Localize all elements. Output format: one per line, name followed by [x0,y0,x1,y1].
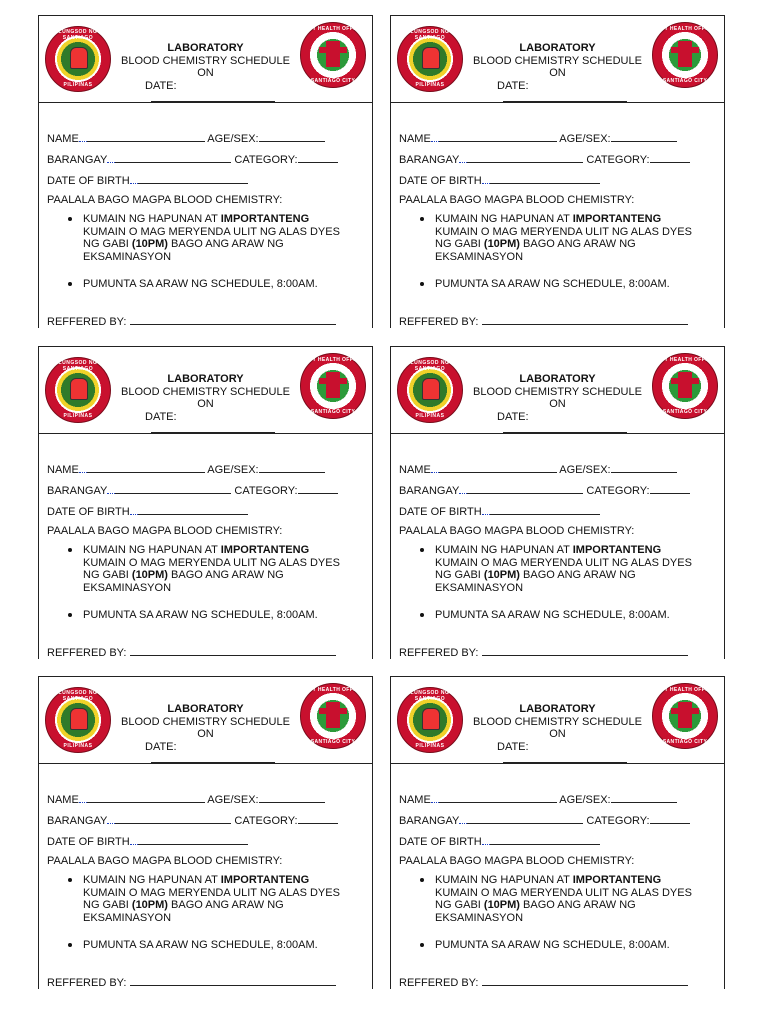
seal-right-top-text: CITY HEALTH OFFICE [303,26,363,32]
referred-field[interactable] [482,315,688,325]
medical-cross-icon [326,702,340,728]
reminder-heading: PAALALA BAGO MAGPA BLOOD CHEMISTRY: [399,525,635,537]
date-row [463,80,652,106]
dob-marker [130,173,138,184]
seal-left-top-text: LUNGSOD NG SANTIAGO [58,690,98,702]
bullet1-text-b: IMPORTANTENG [572,874,662,886]
barangay-field[interactable] [467,814,583,824]
seal-emblem-icon [70,378,88,400]
reminder-heading: PAALALA BAGO MAGPA BLOOD CHEMISTRY: [47,194,283,206]
form-card [390,676,725,989]
bullet1-text-b: IMPORTANTENG [220,874,310,886]
referred-label: REFFERED BY: [47,647,127,659]
barangay-marker [459,152,467,163]
bullet1-text-d: (10PM) [483,569,520,581]
seal-emblem-icon [70,47,88,69]
name-field[interactable] [439,463,557,473]
health-office-seal-logo [652,22,718,88]
form-title: LABORATORY [519,42,596,54]
form-header [391,347,724,434]
name-marker [79,462,87,473]
medical-cross-icon [326,372,340,398]
bullet1-text-a: KUMAIN NG HAPUNAN AT [83,544,221,556]
health-office-seal-logo [300,353,366,419]
dob-row [47,504,248,518]
referred-label: REFFERED BY: [399,316,479,328]
form-subtitle: BLOOD CHEMISTRY SCHEDULE [121,54,290,67]
form-title: LABORATORY [519,373,596,385]
reminder-list [417,213,697,291]
seal-right-bottom-text: SANTIAGO CITY [310,409,356,415]
bullet1-text-a: KUMAIN NG HAPUNAN AT [83,213,221,225]
barangay-marker [459,483,467,494]
name-label: NAME [399,794,431,806]
barangay-row [399,152,690,166]
category-label: CATEGORY: [234,154,298,166]
referred-row [399,315,688,328]
bullet1-text-e: BAGO ANG ARAW NG EKSAMINASYON [83,899,284,924]
date-field[interactable] [503,753,627,763]
age-sex-label: AGE/SEX: [207,464,259,476]
referred-row [399,646,688,659]
age-sex-field[interactable] [259,793,325,803]
reminder-list [65,213,345,291]
age-sex-label: AGE/SEX: [559,794,611,806]
medical-cross-icon [678,372,692,398]
barangay-row [399,483,690,497]
dob-row [399,504,600,518]
dob-row [47,173,248,187]
seal-right-top-text: CITY HEALTH OFFICE [303,357,363,363]
barangay-marker [107,813,115,824]
dob-marker [482,173,490,184]
seal-right-top-text: CITY HEALTH OFFICE [655,357,715,363]
city-seal-logo [45,26,111,92]
reminder-item-schedule [417,939,697,952]
form-subtitle: BLOOD CHEMISTRY SCHEDULE [121,385,290,398]
reminder-item-schedule [417,609,697,622]
seal-left-top-text: LUNGSOD NG SANTIAGO [410,360,450,372]
age-sex-field[interactable] [611,793,677,803]
form-header [39,677,372,764]
bullet1-text-d: (10PM) [131,899,168,911]
referred-field[interactable] [130,646,336,656]
form-title: LABORATORY [167,703,244,715]
age-sex-label: AGE/SEX: [207,794,259,806]
health-office-seal-logo [652,353,718,419]
reminder-list [417,544,697,622]
name-row [47,131,325,145]
barangay-field[interactable] [115,814,231,824]
bullet1-text-e: BAGO ANG ARAW NG EKSAMINASYON [435,569,636,594]
category-field[interactable] [650,484,690,494]
dob-marker [482,834,490,845]
name-row [399,792,677,806]
name-marker [431,792,439,803]
date-label: DATE: [145,740,177,753]
form-subtitle: BLOOD CHEMISTRY SCHEDULE [121,715,290,728]
dob-field[interactable] [138,174,248,184]
name-label: NAME [47,464,79,476]
on-label: ON [549,728,566,740]
name-label: NAME [399,133,431,145]
seal-emblem-icon [422,708,440,730]
bullet2-text: PUMUNTA SA ARAW NG SCHEDULE, 8:00AM. [83,939,318,951]
form-title: LABORATORY [519,703,596,715]
name-label: NAME [47,133,79,145]
bullet1-text-c: KUMAIN O MAG MERYENDA ULIT NG ALAS DYES NG GABI [435,556,692,581]
category-label: CATEGORY: [586,154,650,166]
seal-right-bottom-text: SANTIAGO CITY [662,78,708,84]
barangay-marker [107,152,115,163]
dob-label: DATE OF BIRTH [399,506,482,518]
dob-label: DATE OF BIRTH [399,836,482,848]
category-field[interactable] [298,484,338,494]
bullet1-text-a: KUMAIN NG HAPUNAN AT [435,544,573,556]
reminder-item-schedule [65,278,345,291]
bullet1-text-c: KUMAIN O MAG MERYENDA ULIT NG ALAS DYES NG GABI [435,225,692,250]
seal-emblem-icon [422,47,440,69]
bullet1-text-e: BAGO ANG ARAW NG EKSAMINASYON [435,238,636,263]
date-label: DATE: [497,740,529,753]
seal-emblem-icon [70,708,88,730]
barangay-row [47,813,338,827]
name-row [47,792,325,806]
city-seal-logo [397,687,463,753]
form-subtitle: BLOOD CHEMISTRY SCHEDULE [473,54,642,67]
date-row [463,411,652,437]
form-card [38,346,373,659]
referred-label: REFFERED BY: [399,977,479,989]
title-block [111,42,300,106]
name-marker [431,462,439,473]
name-field[interactable] [439,132,557,142]
referred-label: REFFERED BY: [47,977,127,989]
dob-label: DATE OF BIRTH [399,175,482,187]
seal-left-top-text: LUNGSOD NG SANTIAGO [410,29,450,41]
seal-left-bottom-text: PILIPINAS [63,413,93,419]
bullet1-text-c: KUMAIN O MAG MERYENDA ULIT NG ALAS DYES NG GABI [83,886,340,911]
bullet2-text: PUMUNTA SA ARAW NG SCHEDULE, 8:00AM. [83,278,318,290]
form-subtitle: BLOOD CHEMISTRY SCHEDULE [473,385,642,398]
dob-marker [130,504,138,515]
barangay-label: BARANGAY [399,154,460,166]
on-label: ON [197,398,214,410]
bullet1-text-b: IMPORTANTENG [572,544,662,556]
barangay-row [47,483,338,497]
date-row [111,741,300,767]
dob-row [399,173,600,187]
dob-field[interactable] [490,835,600,845]
dob-label: DATE OF BIRTH [47,836,130,848]
category-label: CATEGORY: [234,485,298,497]
reminder-item-meal [65,874,345,924]
name-field[interactable] [87,793,205,803]
date-field[interactable] [151,753,275,763]
barangay-row [47,152,338,166]
reminder-item-schedule [65,609,345,622]
category-label: CATEGORY: [586,815,650,827]
seal-right-top-text: CITY HEALTH OFFICE [655,26,715,32]
reminder-heading: PAALALA BAGO MAGPA BLOOD CHEMISTRY: [47,855,283,867]
bullet1-text-e: BAGO ANG ARAW NG EKSAMINASYON [435,899,636,924]
name-marker [79,792,87,803]
title-block [463,373,652,437]
referred-field[interactable] [482,976,688,986]
reminder-item-schedule [65,939,345,952]
barangay-label: BARANGAY [47,485,108,497]
form-card [38,676,373,989]
referred-label: REFFERED BY: [399,647,479,659]
bullet2-text: PUMUNTA SA ARAW NG SCHEDULE, 8:00AM. [435,609,670,621]
seal-left-top-text: LUNGSOD NG SANTIAGO [410,690,450,702]
barangay-row [399,813,690,827]
dob-marker [130,834,138,845]
form-header [391,16,724,103]
referred-field[interactable] [482,646,688,656]
bullet2-text: PUMUNTA SA ARAW NG SCHEDULE, 8:00AM. [83,609,318,621]
category-field[interactable] [650,153,690,163]
barangay-label: BARANGAY [399,815,460,827]
name-label: NAME [399,464,431,476]
title-block [111,373,300,437]
title-block [463,703,652,767]
name-row [399,462,677,476]
form-card [390,346,725,659]
reminder-item-meal [417,213,697,263]
seal-left-bottom-text: PILIPINAS [415,82,445,88]
barangay-label: BARANGAY [399,485,460,497]
reminder-list [65,544,345,622]
name-row [47,462,325,476]
city-seal-logo [45,357,111,423]
name-row [399,131,677,145]
referred-field[interactable] [130,315,336,325]
reminder-list [65,874,345,952]
bullet1-text-b: IMPORTANTENG [572,213,662,225]
on-label: ON [197,67,214,79]
on-label: ON [197,728,214,740]
city-seal-logo [45,687,111,753]
bullet1-text-a: KUMAIN NG HAPUNAN AT [83,874,221,886]
age-sex-field[interactable] [259,132,325,142]
bullet1-text-b: IMPORTANTENG [220,213,310,225]
health-office-seal-logo [652,683,718,749]
city-seal-logo [397,357,463,423]
seal-left-top-text: LUNGSOD NG SANTIAGO [58,360,98,372]
bullet1-text-a: KUMAIN NG HAPUNAN AT [435,874,573,886]
reminder-item-meal [417,874,697,924]
seal-right-bottom-text: SANTIAGO CITY [310,78,356,84]
barangay-marker [107,483,115,494]
dob-row [399,834,600,848]
seal-left-bottom-text: PILIPINAS [63,82,93,88]
date-label: DATE: [145,410,177,423]
name-marker [431,131,439,142]
form-subtitle: BLOOD CHEMISTRY SCHEDULE [473,715,642,728]
barangay-field[interactable] [467,484,583,494]
form-title: LABORATORY [167,373,244,385]
bullet1-text-d: (10PM) [483,899,520,911]
seal-left-bottom-text: PILIPINAS [415,413,445,419]
bullet1-text-a: KUMAIN NG HAPUNAN AT [435,213,573,225]
medical-cross-icon [326,41,340,67]
medical-cross-icon [678,702,692,728]
barangay-field[interactable] [467,153,583,163]
referred-label: REFFERED BY: [47,316,127,328]
bullet1-text-c: KUMAIN O MAG MERYENDA ULIT NG ALAS DYES NG GABI [435,886,692,911]
reminder-heading: PAALALA BAGO MAGPA BLOOD CHEMISTRY: [399,194,635,206]
on-label: ON [549,67,566,79]
title-block [111,703,300,767]
seal-right-top-text: CITY HEALTH OFFICE [303,687,363,693]
reminder-item-meal [65,213,345,263]
category-label: CATEGORY: [586,485,650,497]
reminder-heading: PAALALA BAGO MAGPA BLOOD CHEMISTRY: [47,525,283,537]
health-office-seal-logo [300,683,366,749]
barangay-field[interactable] [115,484,231,494]
form-card [390,15,725,328]
barangay-label: BARANGAY [47,815,108,827]
bullet1-text-c: KUMAIN O MAG MERYENDA ULIT NG ALAS DYES NG GABI [83,225,340,250]
seal-right-bottom-text: SANTIAGO CITY [662,739,708,745]
bullet1-text-d: (10PM) [131,569,168,581]
dob-field[interactable] [490,174,600,184]
age-sex-field[interactable] [611,132,677,142]
health-office-seal-logo [300,22,366,88]
referred-row [47,976,336,989]
date-row [463,741,652,767]
dob-label: DATE OF BIRTH [47,506,130,518]
dob-field[interactable] [138,835,248,845]
dob-field[interactable] [138,505,248,515]
category-label: CATEGORY: [234,815,298,827]
referred-field[interactable] [130,976,336,986]
dob-row [47,834,248,848]
date-label: DATE: [497,79,529,92]
date-field[interactable] [151,92,275,102]
date-field[interactable] [503,423,627,433]
reminder-item-schedule [417,278,697,291]
name-field[interactable] [439,793,557,803]
barangay-field[interactable] [115,153,231,163]
reminder-list [417,874,697,952]
title-block [463,42,652,106]
bullet2-text: PUMUNTA SA ARAW NG SCHEDULE, 8:00AM. [435,278,670,290]
bullet1-text-b: IMPORTANTENG [220,544,310,556]
category-field[interactable] [650,814,690,824]
seal-left-bottom-text: PILIPINAS [63,743,93,749]
seal-left-bottom-text: PILIPINAS [415,743,445,749]
seal-emblem-icon [422,378,440,400]
bullet1-text-d: (10PM) [131,238,168,250]
on-label: ON [549,398,566,410]
barangay-label: BARANGAY [47,154,108,166]
dob-marker [482,504,490,515]
category-field[interactable] [298,814,338,824]
bullet1-text-d: (10PM) [483,238,520,250]
name-label: NAME [47,794,79,806]
referred-row [47,315,336,328]
age-sex-label: AGE/SEX: [207,133,259,145]
dob-field[interactable] [490,505,600,515]
age-sex-label: AGE/SEX: [559,133,611,145]
seal-right-bottom-text: SANTIAGO CITY [310,739,356,745]
name-field[interactable] [87,463,205,473]
name-field[interactable] [87,132,205,142]
date-label: DATE: [497,410,529,423]
form-title: LABORATORY [167,42,244,54]
age-sex-field[interactable] [259,463,325,473]
barangay-marker [459,813,467,824]
date-row [111,80,300,106]
seal-right-bottom-text: SANTIAGO CITY [662,409,708,415]
seal-left-top-text: LUNGSOD NG SANTIAGO [58,29,98,41]
referred-row [47,646,336,659]
form-header [39,347,372,434]
bullet1-text-e: BAGO ANG ARAW NG EKSAMINASYON [83,569,284,594]
bullet1-text-e: BAGO ANG ARAW NG EKSAMINASYON [83,238,284,263]
bullet1-text-c: KUMAIN O MAG MERYENDA ULIT NG ALAS DYES NG GABI [83,556,340,581]
reminder-item-meal [65,544,345,594]
age-sex-field[interactable] [611,463,677,473]
reminder-item-meal [417,544,697,594]
date-field[interactable] [151,423,275,433]
date-label: DATE: [145,79,177,92]
category-field[interactable] [298,153,338,163]
form-header [391,677,724,764]
form-header [39,16,372,103]
age-sex-label: AGE/SEX: [559,464,611,476]
dob-label: DATE OF BIRTH [47,175,130,187]
seal-right-top-text: CITY HEALTH OFFICE [655,687,715,693]
city-seal-logo [397,26,463,92]
name-marker [79,131,87,142]
date-field[interactable] [503,92,627,102]
referred-row [399,976,688,989]
form-card [38,15,373,328]
date-row [111,411,300,437]
medical-cross-icon [678,41,692,67]
bullet2-text: PUMUNTA SA ARAW NG SCHEDULE, 8:00AM. [435,939,670,951]
reminder-heading: PAALALA BAGO MAGPA BLOOD CHEMISTRY: [399,855,635,867]
